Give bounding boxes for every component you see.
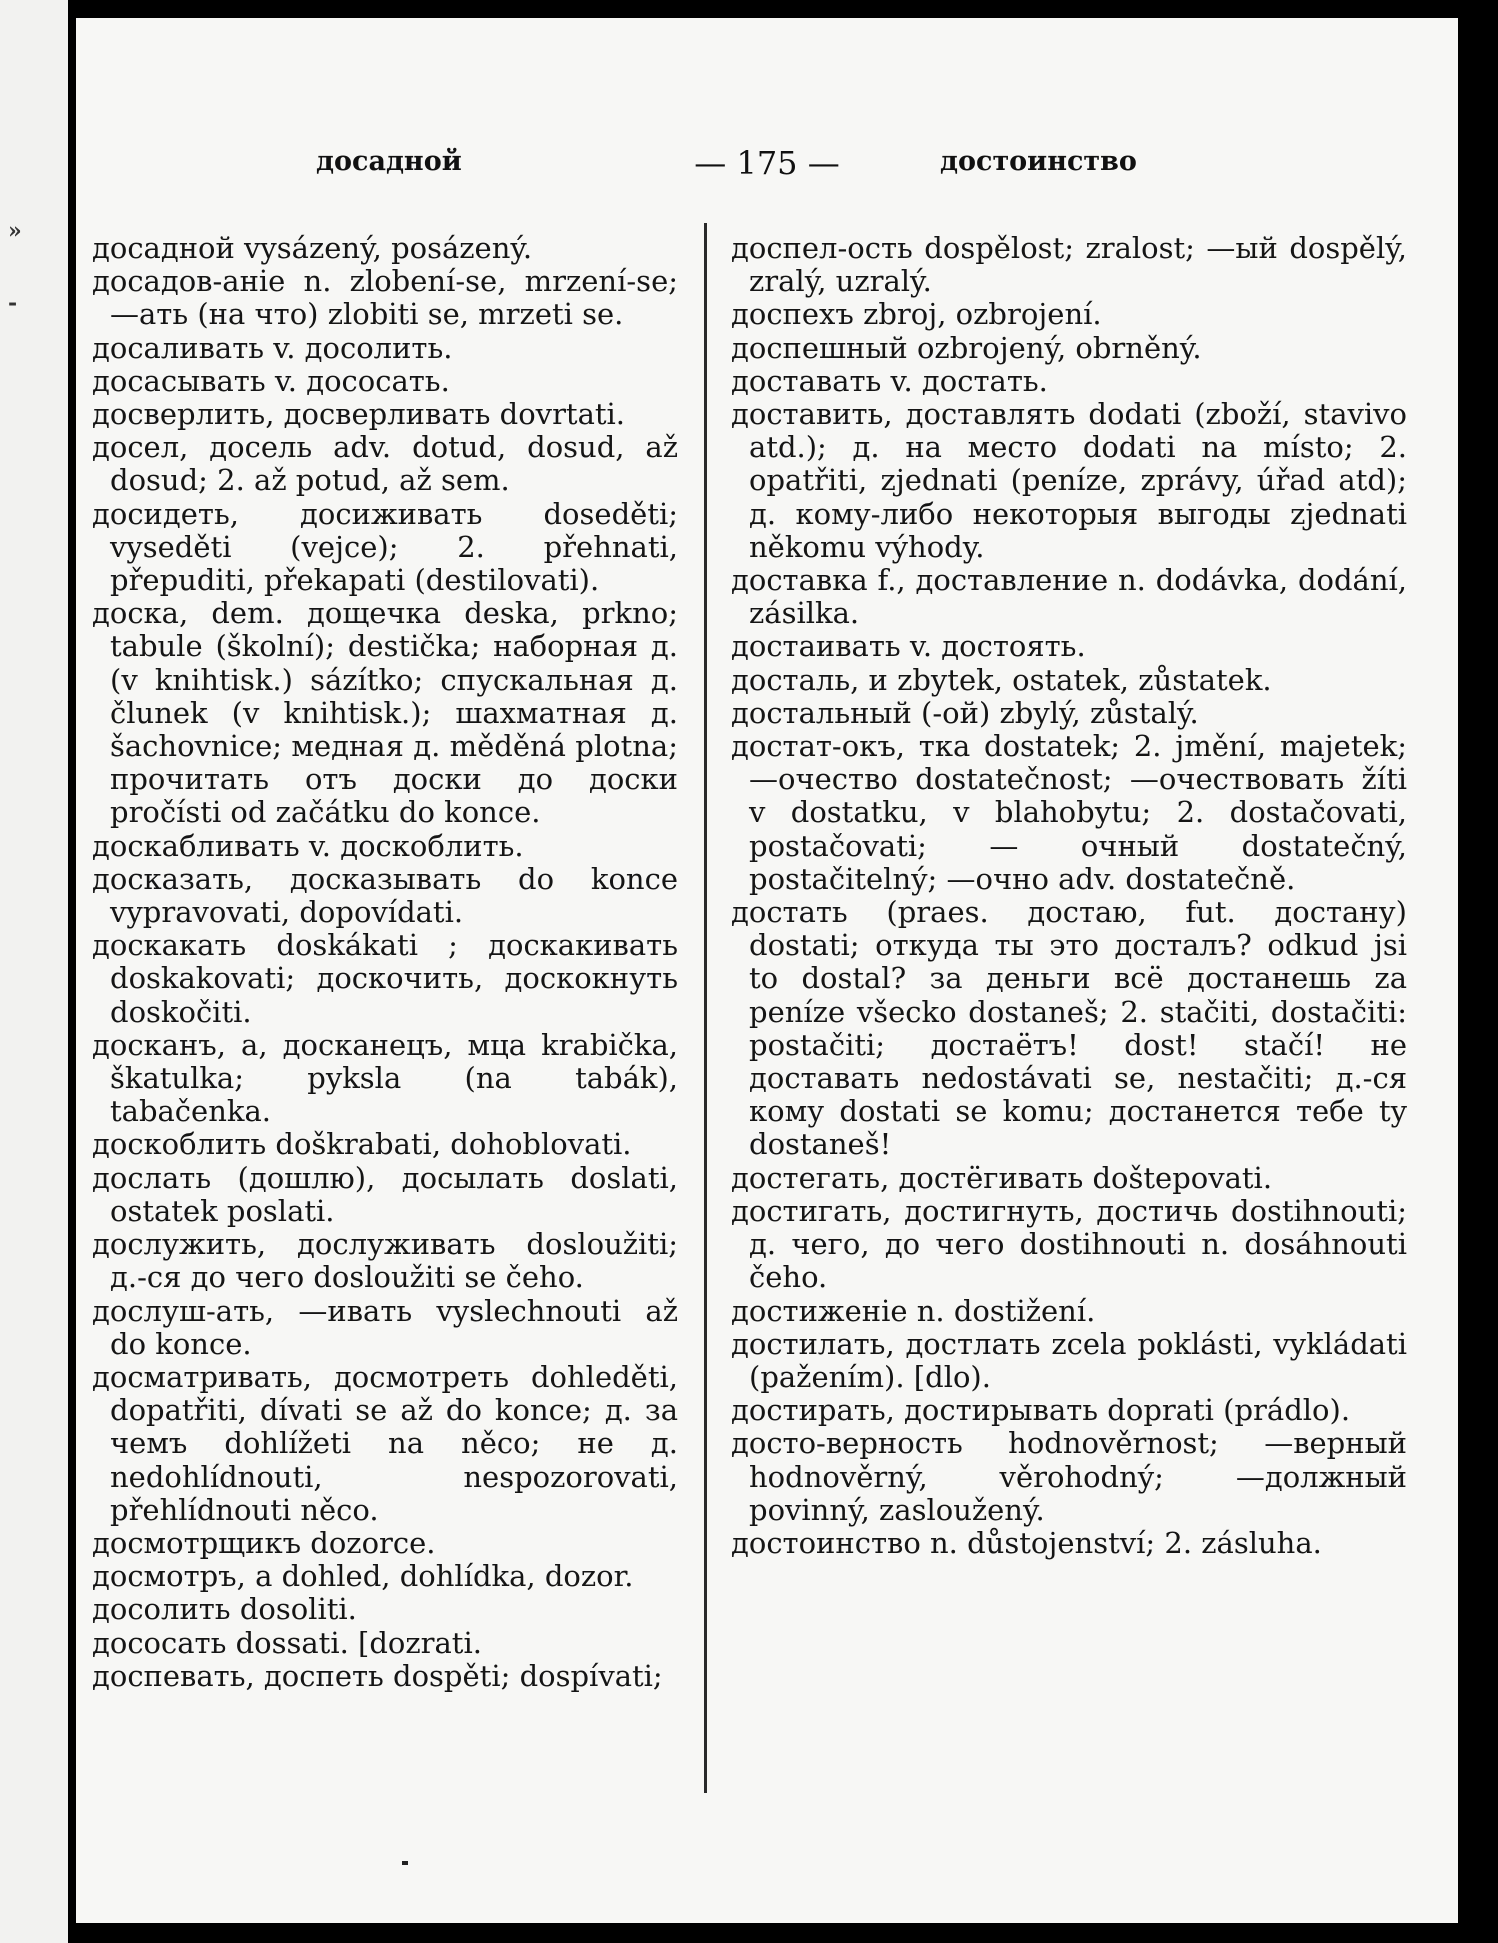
header-first-word: досадной xyxy=(316,146,462,177)
dictionary-entry: достат-окъ, тка dostatek; 2. jmění, majetek; —очество dostatečnost; —очествовать žíti v dostatku, v blahobytu; 2. dostačovati, postačovati; — очный dostatečný, postačitelný; —очно adv. dostatečně. xyxy=(731,729,1407,896)
dictionary-entry: достаивать v. достоять. xyxy=(731,629,1086,664)
ink-speck xyxy=(402,1861,408,1865)
left-column xyxy=(92,232,678,1693)
dictionary-entry: доспевать, доспеть dospěti; dospívati; xyxy=(92,1658,663,1693)
dictionary-entry: досмотрщикъ dozorce. xyxy=(92,1525,436,1560)
dictionary-entry: досмотръ, а dohled, dohlídka, dozor. xyxy=(92,1559,634,1594)
column-divider xyxy=(704,223,707,1793)
page-number: — 175 — xyxy=(694,144,840,182)
dictionary-entry: достирать, достирывать doprati (prádlo). xyxy=(731,1393,1351,1428)
dictionary-entry: досасывать v. дососать. xyxy=(92,363,450,398)
header-last-word: достоинство xyxy=(940,146,1137,177)
dictionary-entry: достать (praes. достаю, fut. достану) dostati; откуда ты это досталъ? odkud jsi to dostal? за деньги всё достанешь za peníze všecko dostaneš; 2. stačiti, dostačiti: postačiti; достаётъ! dost! stačí! не доставать nedostávati se, nestačiti; д.-ся кому dostati se komu; достанется тебе ty dostaneš! xyxy=(731,895,1407,1162)
dictionary-entry: доскабливать v. доскоблить. xyxy=(92,828,524,863)
dictionary-entry: досверлить, досверливать dovrtati. xyxy=(92,397,626,432)
dictionary-entry: доспешный ozbrojený, obrněný. xyxy=(731,330,1202,365)
dictionary-entry: достиженіе n. dostižení. xyxy=(731,1293,1096,1328)
dictionary-entry: доставить, доставлять dodati (zboží, stavivo atd.); д. на место dodati na místo; 2. opatřiti, zjednati (peníze, zprávy, úřad atd); д. кому-либо некоторыя выгоды zjednati někomu výhody. xyxy=(731,397,1407,564)
previous-page-edge xyxy=(0,0,68,1943)
prev-page-mark: - xyxy=(8,290,18,316)
dictionary-entry: дососать dossati. [dozrati. xyxy=(92,1625,482,1660)
dictionary-entry: дослужить, дослуживать dosloužiti; д.-ся до чего dosloužiti se čeho. xyxy=(92,1227,678,1295)
dictionary-entry: достоинство n. důstojenství; 2. zásluha. xyxy=(731,1525,1322,1560)
dictionary-entry: доставать v. достать. xyxy=(731,363,1048,398)
dictionary-entry: доскакать doskákati ; доскакивать doskakovati; доскочить, доскокнуть doskočiti. xyxy=(92,928,678,1029)
dictionary-entry: доскоблить doškrabati, dohoblovati. xyxy=(92,1127,632,1162)
dictionary-entry: досканъ, а, досканецъ, мца krabička, škatulka; pyksla (na tabák), tabačenka. xyxy=(92,1027,678,1129)
dictionary-entry: досказать, досказывать do konce vypravovati, dopovídati. xyxy=(92,861,678,930)
dictionary-entry: досел, досель adv. dotud, dosud, až dosud; 2. až potud, až sem. xyxy=(92,430,678,498)
dictionary-entry: дослать (дошлю), досылать doslati, ostatek poslati. xyxy=(92,1160,678,1228)
dictionary-entry: достальный (-ой) zbylý, zůstalý. xyxy=(731,695,1199,730)
right-column xyxy=(731,232,1407,1560)
dictionary-entry: досталь, и zbytek, ostatek, zůstatek. xyxy=(731,662,1272,697)
dictionary-entry: доспехъ zbroj, ozbrojení. xyxy=(731,297,1102,332)
dictionary-page xyxy=(76,18,1458,1923)
dictionary-entry: досидеть, досиживать doseděti; vyseděti (vejce); 2. přehnati, přepuditi, překapati (destilovati). xyxy=(92,496,678,598)
dictionary-entry: досто-верность hodnověrnost; —верный hodnověrný, věrohodný; —должный povinný, zasloužený. xyxy=(731,1426,1407,1527)
dictionary-entry: достилать, достлать zcela poklásti, vykládati (pažením). [dlo). xyxy=(731,1326,1407,1394)
dictionary-entry: досматривать, досмотреть dohleděti, dopatřiti, dívati se až do konce; д. за чемъ dohlížeti na něco; не д. nedohlídnouti, nespozorovati, přehlídnouti něco. xyxy=(92,1359,678,1527)
dictionary-entry: досадов-аніе n. zlobení-se, mrzení-se; —ать (на что) zlobiti se, mrzeti se. xyxy=(92,264,678,332)
dictionary-entry: досолить dosoliti. xyxy=(92,1592,357,1627)
dictionary-entry: дослуш-ать, —ивать vyslechnouti až do konce. xyxy=(92,1293,678,1361)
dictionary-entry: доска, dem. дощечка deska, prkno; tabule (školní); destička; наборная д. (v knihtisk.) sázítko; спускальная д. člunek (v knihtisk.); шахматная д. šachovnice; медная д. měděná plotna; прочитать отъ доски до доски pročísti od začátku do konce. xyxy=(92,596,678,830)
running-header xyxy=(76,146,1458,186)
dictionary-entry: достегать, достёгивать doštepovati. xyxy=(731,1160,1273,1195)
dictionary-entry: доспел-ость dospělost; zralost; —ый dospělý, zralý, uzralý. xyxy=(731,231,1407,299)
dictionary-entry: досадной vysázený, posázený. xyxy=(92,231,533,265)
dictionary-entry: доставка f., доставление n. dodávka, dodání, zásilka. xyxy=(731,563,1407,631)
prev-page-mark: » xyxy=(8,218,22,244)
dictionary-entry: досаливать v. досолить. xyxy=(92,330,453,365)
dictionary-entry: достигать, достигнуть, достичь dostihnouti; д. чего, до чего dostihnouti n. dosáhnouti čeho. xyxy=(731,1193,1407,1295)
